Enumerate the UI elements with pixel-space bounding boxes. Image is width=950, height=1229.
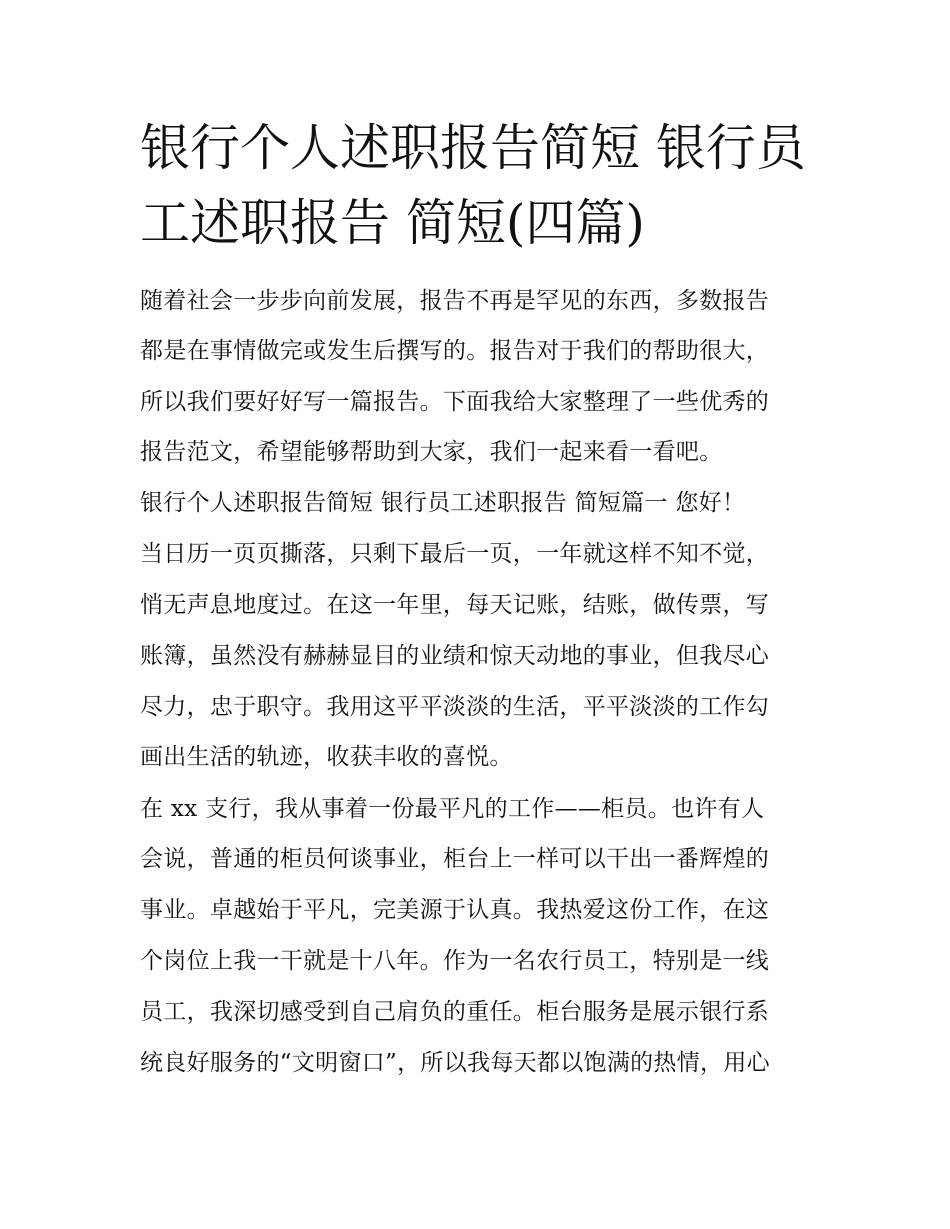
body-line: 悄无声息地度过。在这一年里，每天记账，结账，做传票，写 [140, 592, 770, 618]
body-line: 个岗位上我一干就是十八年。作为一名农行员工，特别是一线 [140, 948, 770, 974]
body-line: 尽力，忠于职守。我用这平平淡淡的生活，平平淡淡的工作勾 [140, 694, 770, 720]
body-line: 都是在事情做完或发生后撰写的。报告对于我们的帮助很大， [140, 338, 770, 364]
body-line: 事业。卓越始于平凡，完美源于认真。我热爱这份工作，在这 [140, 897, 770, 923]
body-line: 在 xx 支行，我从事着一份最平凡的工作——柜员。也许有人 [140, 796, 765, 822]
section-heading-line: 银行个人述职报告简短 银行员工述职报告 简短篇一 您好！ [140, 490, 746, 516]
body-line: 当日历一页页撕落，只剩下最后一页，一年就这样不知不觉， [140, 541, 770, 567]
document-title-line-2: 工述职报告 简短(四篇) [140, 194, 645, 252]
body-line: 画出生活的轨迹，收获丰收的喜悦。 [140, 744, 513, 770]
body-line: 随着社会一步步向前发展，报告不再是罕见的东西，多数报告 [140, 288, 770, 314]
body-line: 账簿，虽然没有赫赫显目的业绩和惊天动地的事业，但我尽心 [140, 643, 770, 669]
body-line: 员工，我深切感受到自己肩负的重任。柜台服务是展示银行系 [140, 999, 770, 1025]
document-title-line-1: 银行个人述职报告简短 银行员 [140, 119, 806, 177]
body-line: 会说，普通的柜员何谈事业，柜台上一样可以干出一番辉煌的 [140, 846, 770, 872]
body-line: 所以我们要好好写一篇报告。下面我给大家整理了一些优秀的 [140, 389, 770, 415]
body-line: 报告范文，希望能够帮助到大家，我们一起来看一看吧。 [140, 439, 723, 465]
body-line: 统良好服务的“文明窗口”，所以我每天都以饱满的热情，用心 [140, 1050, 770, 1076]
